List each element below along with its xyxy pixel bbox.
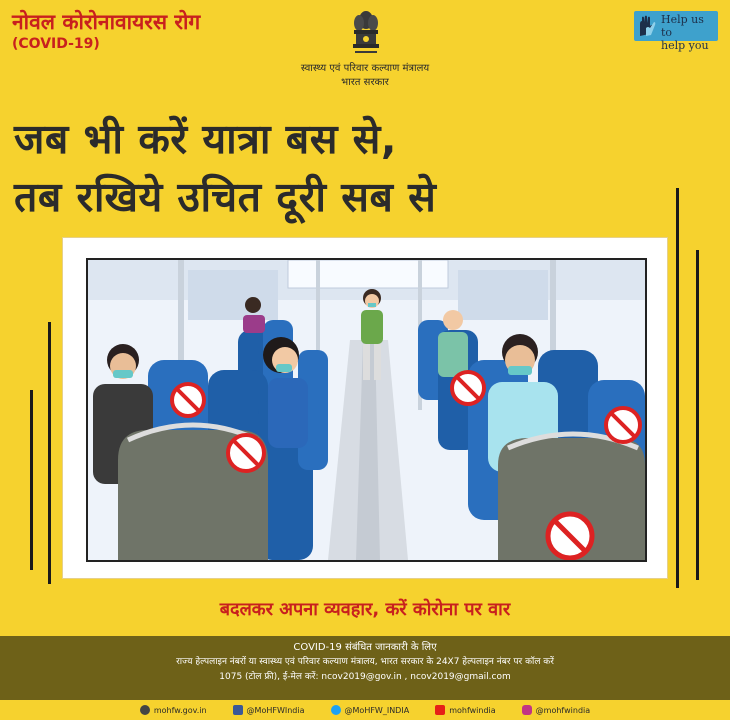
social-label: mohfwindia — [449, 705, 496, 715]
instagram-icon — [522, 705, 532, 715]
government-name: भारत सरकार — [341, 77, 389, 88]
no-sitting-icon — [606, 408, 640, 442]
social-website[interactable] — [140, 705, 207, 715]
title-hindi: नोवल कोरोनावायरस रोग — [12, 10, 201, 34]
help-badge-line2: help you — [661, 39, 709, 52]
social-label: mohfw.gov.in — [153, 705, 207, 715]
decor-line — [48, 322, 51, 584]
globe-icon — [140, 705, 150, 715]
social-label: @MoHFW_INDIA — [344, 705, 410, 715]
youtube-icon — [435, 705, 445, 715]
headline-line1: जब भी करें यात्रा बस से, — [14, 115, 397, 163]
no-sitting-icon — [228, 435, 264, 471]
decor-line — [30, 390, 33, 570]
decor-line — [696, 250, 699, 580]
social-twitter[interactable] — [331, 705, 410, 715]
decor-line — [676, 188, 679, 588]
hands-icon — [637, 14, 657, 38]
no-sitting-icon — [172, 384, 204, 416]
social-label: @mohfwindia — [535, 705, 591, 715]
social-instagram[interactable] — [522, 705, 590, 715]
social-facebook[interactable] — [233, 705, 305, 715]
title-english: (COVID-19) — [12, 36, 100, 52]
social-youtube[interactable] — [435, 705, 495, 715]
no-sitting-icon — [548, 514, 592, 558]
ministry-name: स्वास्थ्य एवं परिवार कल्याण मंत्रालय — [300, 63, 430, 74]
footer-helpline — [0, 636, 730, 700]
headline-line2: तब रखिये उचित दूरी सब से — [14, 173, 437, 221]
bus-illustration — [86, 258, 647, 562]
tagline: बदलकर अपना व्यवहार, करें कोरोना पर वार — [219, 599, 511, 620]
national-emblem-icon — [346, 8, 386, 60]
help-us-badge — [634, 11, 718, 52]
facebook-icon — [233, 705, 243, 715]
social-label: @MoHFWIndia — [246, 705, 305, 715]
twitter-icon — [331, 705, 341, 715]
no-sitting-icon — [452, 372, 484, 404]
help-badge-line1: Help us to — [661, 13, 704, 39]
footer-line3: 1075 (टोल फ्री), ई-मेल करें: ncov2019@gov.in , ncov2019@gmail.com — [219, 672, 511, 682]
social-bar — [0, 700, 730, 720]
footer-line1: COVID-19 संबंधित जानकारी के लिए — [293, 642, 437, 653]
headline — [14, 110, 436, 226]
footer-line2: राज्य हेल्पलाइन नंबरों या स्वास्थ्य एवं परिवार कल्याण मंत्रालय, भारत सरकार के 24X7 हेल्पलाइन नंबर पर कॉल करें — [176, 657, 554, 667]
